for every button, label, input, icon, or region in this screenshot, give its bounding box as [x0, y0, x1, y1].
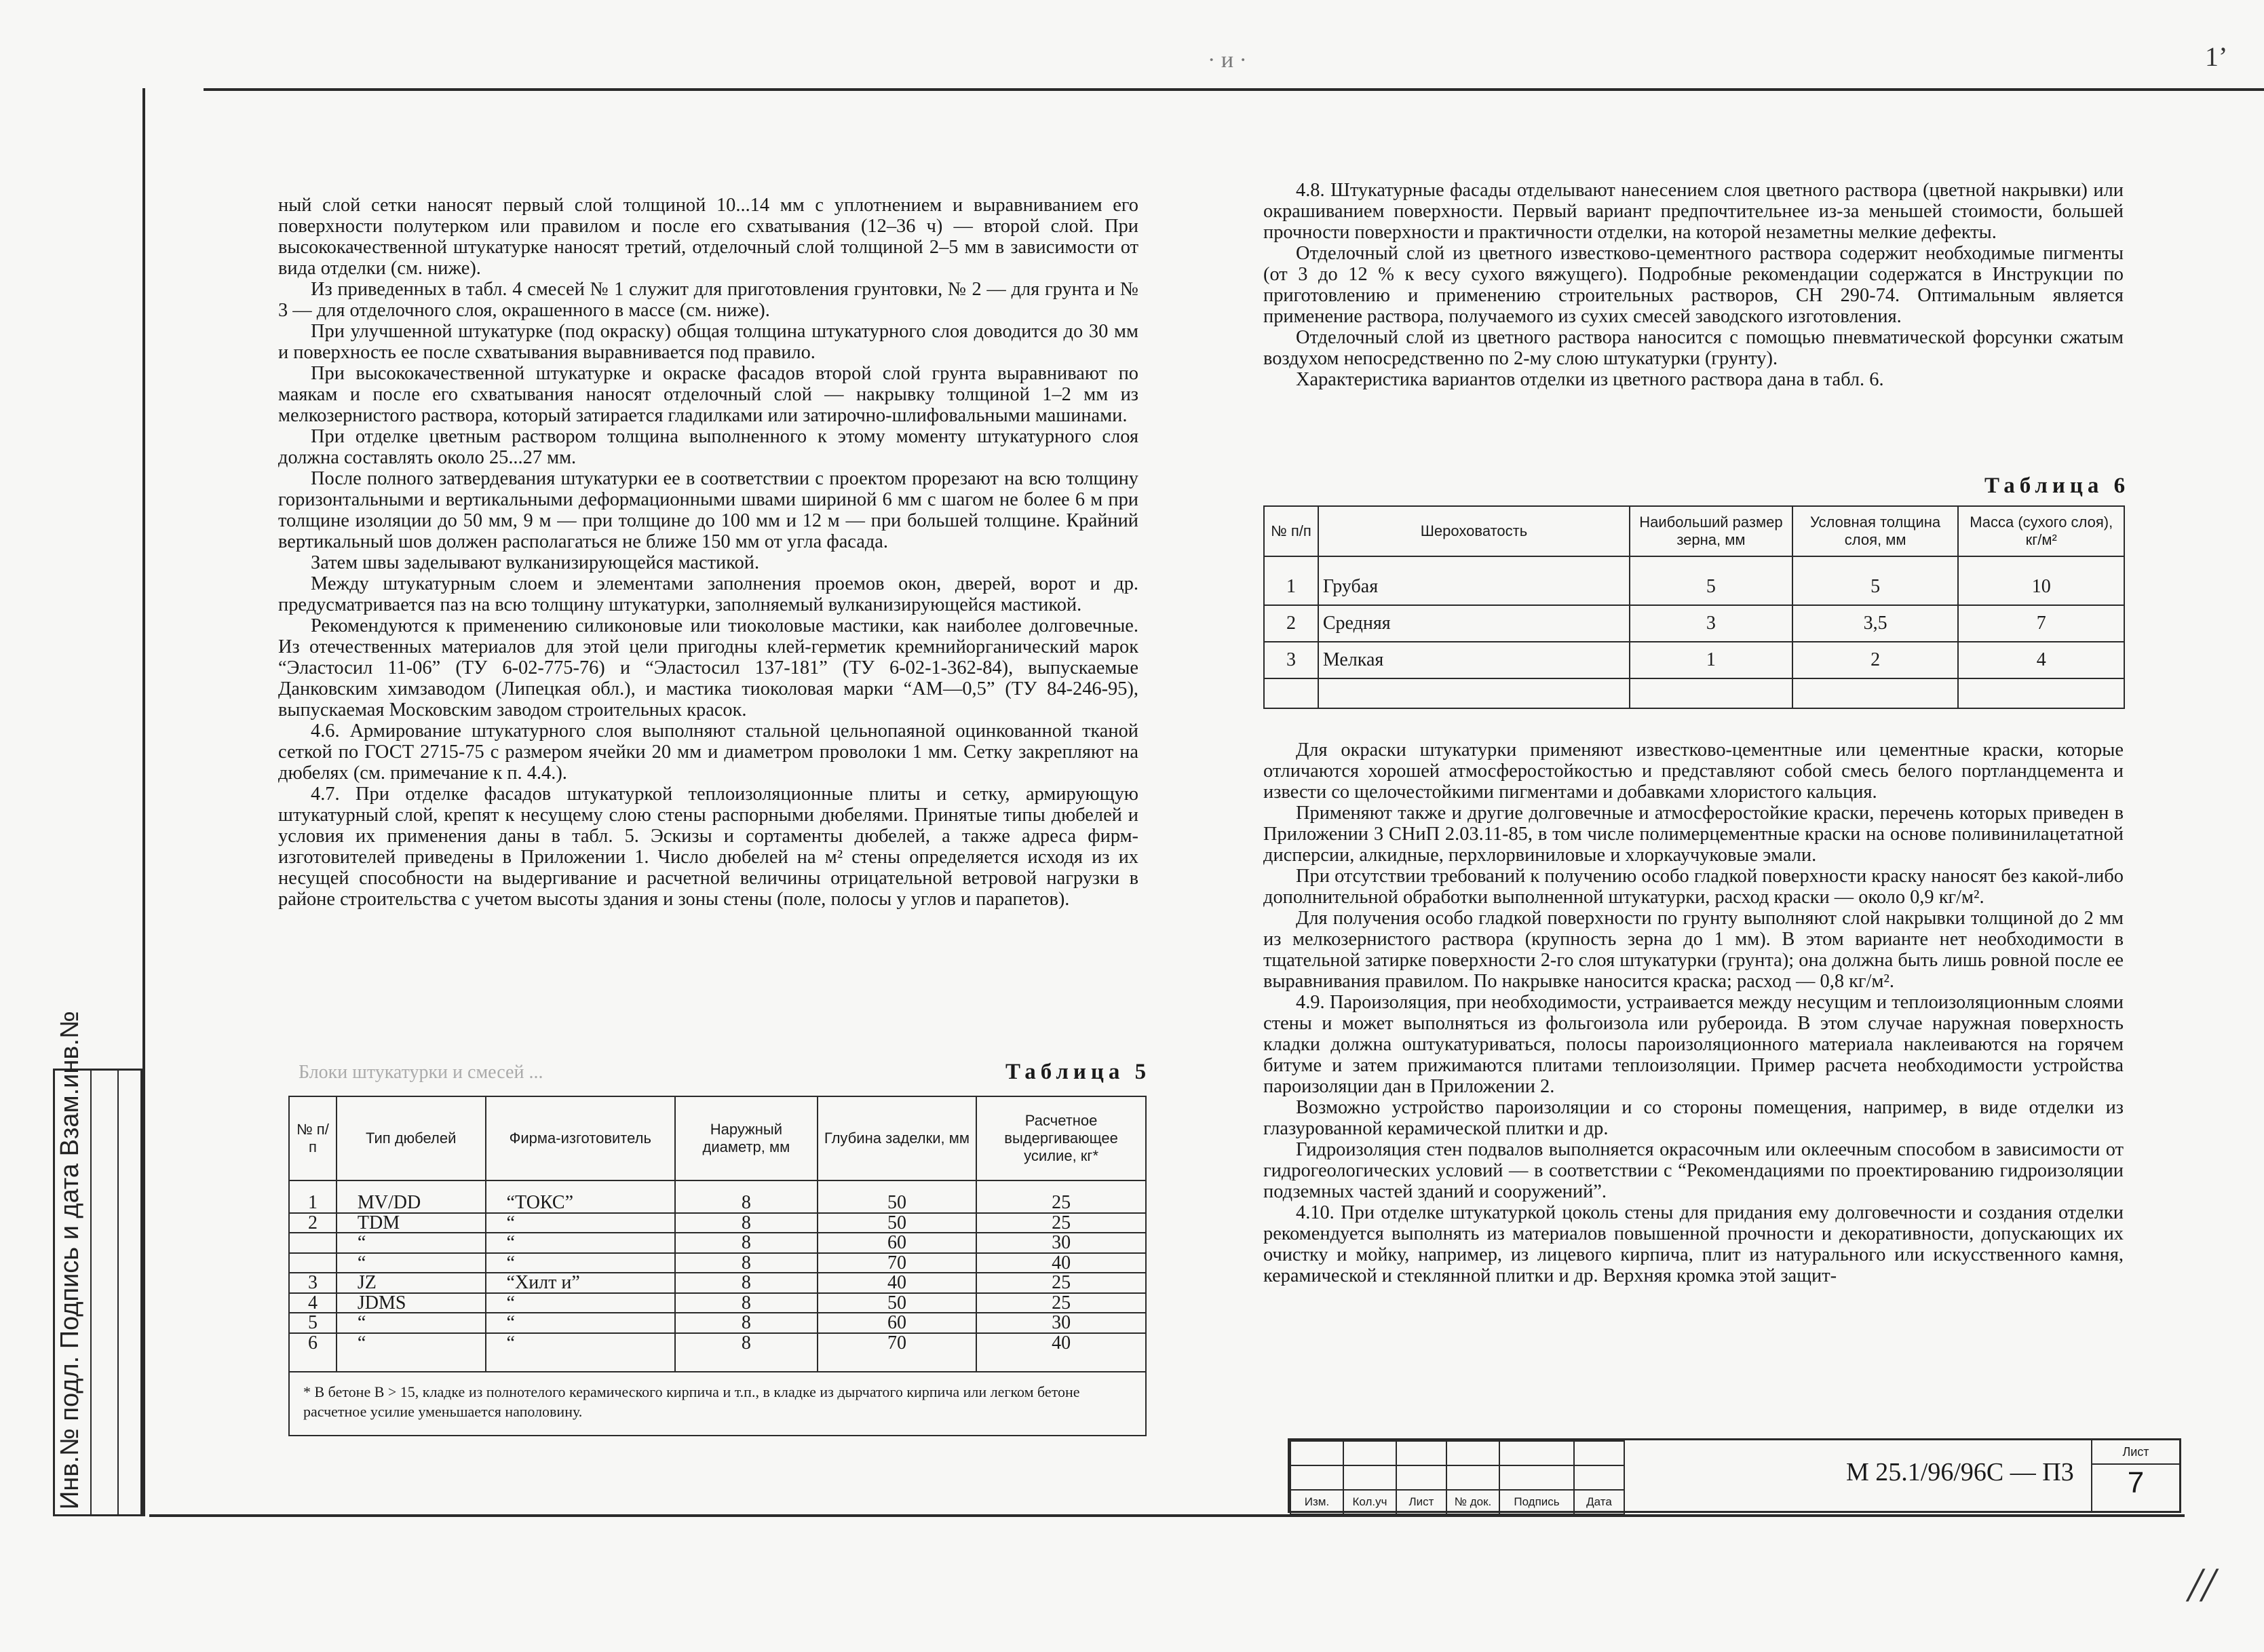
- title-block: [1288, 1438, 2181, 1513]
- label-doc-num: № док.: [1446, 1490, 1499, 1514]
- paragraph: Применяют также и другие долговечные и атмосферостойкие краски, перечень которых приведен в Приложении 3 СНиП 2.03.11-85, в том числе полимерцементные краски на основе поливинилацетатной дисперсии, алкидные, перхлорвиниловые и хлоркаучуковые эмали.: [1263, 803, 2124, 866]
- cell-type: “: [337, 1233, 486, 1253]
- cell-thickness: 2: [1792, 642, 1959, 678]
- table6-header: Наибольший размер зерна, мм: [1630, 506, 1792, 556]
- cell-grain: 1: [1630, 642, 1792, 678]
- table5-header: Расчетное выдергивающее усилие, кг*: [976, 1096, 1146, 1180]
- cell-roughness: Грубая: [1318, 556, 1630, 605]
- cell-mass: 7: [1958, 605, 2124, 642]
- cell-diameter: 8: [675, 1233, 818, 1253]
- cell-type: “: [337, 1253, 486, 1273]
- cell-firm: “Хилт и”: [486, 1273, 676, 1293]
- section-4-8: 4.8. Штукатурные фасады отделывают нанесением слоя цветного раствора (цветной накрывки) или окрашиванием поверхности. Первый вариант предпочтительнее из-за меньшей стоимости, большей прочности поверхности и практичности отделки, на которой незаметны мелкие дефекты.: [1263, 180, 2124, 243]
- cell-grain: 3: [1630, 605, 1792, 642]
- cell-mass: 10: [1958, 556, 2124, 605]
- table5-header: Наружный диаметр, мм: [675, 1096, 818, 1180]
- cell-num: 2: [289, 1213, 337, 1233]
- cell-num: 2: [1264, 605, 1318, 642]
- cell-depth: 50: [818, 1213, 977, 1233]
- right-text-column: [1263, 180, 2124, 390]
- paragraph: Возможно устройство пароизоляции и со стороны помещения, например, в виде отделки из глазурованной керамической плитки и др.: [1263, 1097, 2124, 1139]
- table6-header: Масса (сухого слоя), кг/м²: [1958, 506, 2124, 556]
- table-6: [1263, 505, 2125, 709]
- table-row-spacer: [1264, 678, 2124, 708]
- sheet-label: Лист: [2092, 1440, 2179, 1465]
- cell-firm: “: [486, 1253, 676, 1273]
- cell-force: 30: [976, 1313, 1146, 1333]
- paragraph: При отделке цветным раствором толщина выполненного к этому моменту штукатурного слоя должна составлять около 25...27 мм.: [278, 426, 1138, 468]
- paragraph: Гидроизоляция стен подвалов выполняется окрасочным или оклеечным способом в зависимости от гидрогеологических условий — в соответствии с “Рекомендациями по проектированию гидроизоляции подземных частей зданий и сооружений”.: [1263, 1139, 2124, 1202]
- label-izm: Изм.: [1290, 1490, 1343, 1514]
- table5-footnote: * В бетоне В > 15, кладке из полнотелого керамического кирпича и т.п., в кладке из дырчатого кирпича или легком бетоне расчетное усилие уменьшается наполовину.: [289, 1372, 1146, 1436]
- table-row: [289, 1333, 1146, 1372]
- corner-page-mark: 1’: [2205, 41, 2228, 72]
- paragraph: Характеристика вариантов отделки из цветного раствора дана в табл. 6.: [1296, 369, 1884, 390]
- section-4-6: 4.6. Армирование штукатурного слоя выполняют стальной цельнопаяной оцинкованной тканой сеткой по ГОСТ 2715-75 с размером ячейки 20 мм и диаметром проволоки 1 мм. Сетку закрепляют на дюбелях (см. примечание к п. 4.4.).: [278, 721, 1138, 784]
- cell-mass: 4: [1958, 642, 2124, 678]
- sheet-number-box: [2091, 1440, 2179, 1511]
- cell-firm: “: [486, 1233, 676, 1253]
- cell-force: 40: [976, 1253, 1146, 1273]
- top-scan-noise: · и ·: [1208, 47, 1247, 73]
- cell-depth: 60: [818, 1233, 977, 1253]
- paragraph: Для окраски штукатурки применяют известково-цементные или цементные краски, которые отличаются хорошей атмосферостойкостью и представляют собой смесь белого портландцемента и извести со щелочестойкими пигментами и добавками хлористого кальция.: [1263, 739, 2124, 803]
- table5-caption: Таблица 5: [1005, 1060, 1151, 1084]
- cell-diameter: 8: [675, 1213, 818, 1233]
- cell-depth: 50: [818, 1293, 977, 1313]
- cell-force: 30: [976, 1233, 1146, 1253]
- table-row: [289, 1233, 1146, 1253]
- cell-type: JDMS: [337, 1293, 486, 1313]
- title-block-grid: [1290, 1440, 1625, 1515]
- table-row: [1264, 556, 2124, 605]
- handwritten-slashes: //: [2188, 1558, 2216, 1612]
- cell-diameter: 8: [675, 1180, 818, 1213]
- table6-caption: Таблица 6: [1984, 474, 2130, 498]
- cell-type: “: [337, 1313, 486, 1333]
- left-text-column: [278, 195, 1138, 910]
- cell-num: 4: [289, 1293, 337, 1313]
- paragraph: ный слой сетки наносят первый слой толщиной 10...14 мм с уплотнением и выравниванием его поверхности полутерком или правилом и после его схватывания (12–36 ч) — второй слой. При высококачественной штукатурке наносят третий, отделочный слой толщиной 2–5 мм в зависимости от вида отделки (см. ниже).: [278, 195, 1138, 279]
- table-row: [1264, 642, 2124, 678]
- cell-force: 25: [976, 1213, 1146, 1233]
- cell-firm: “: [486, 1333, 676, 1372]
- section-4-10: 4.10. При отделке штукатуркой цоколь стены для придания ему долговечности и создания отделки рекомендуется выполнять из материалов повышенной прочности и декоративности, допускающих их очистку и мойку, например, из лицевого кирпича, плит из натурального или искусственного камня, керамической и стеклянной плитки и др. Верхняя кромка этой защит-: [1263, 1202, 2124, 1286]
- cell-depth: 70: [818, 1333, 977, 1372]
- label-kol-uch: Кол.уч: [1343, 1490, 1396, 1514]
- paragraph: Отделочный слой из цветного известково-цементного раствора содержит необходимые пигменты (от 3 до 12 % к весу сухого вяжущего). Подробные рекомендации содержатся в Инструкции по приготовлению и применению строительных растворов, СН 290-74. Оптимальным является применение раствора, получаемого из сухих смесей заводского изготовления.: [1263, 243, 2124, 327]
- left-stamp-labels: Инв.№ подл. Подпись и дата Взам.инв.№: [56, 1011, 84, 1510]
- cell-depth: 50: [818, 1180, 977, 1213]
- paragraph: Рекомендуются к применению силиконовые или тиоколовые мастики, как наиболее долговечные. Из отечественных материалов для этой цели пригодны клей-герметик кремнийорганический марок “Эластосил 11-06” (ТУ 6-02-775-76) и “Эластосил 137-181” (ТУ 6-02-1-362-84), выпускаемые Данковским химзаводом (Липецкая обл.), и мастика тиоколовая марки “АМ—0,5” (ТУ 84-246-95), выпускаемая Московским заводом строительных красок.: [278, 615, 1138, 721]
- cell-depth: 40: [818, 1273, 977, 1293]
- cell-force: 25: [976, 1293, 1146, 1313]
- table5-header: Тип дюбелей: [337, 1096, 486, 1180]
- cell-roughness: Средняя: [1318, 605, 1630, 642]
- right-text-column-lower: [1263, 739, 2124, 1286]
- cell-diameter: 8: [675, 1253, 818, 1273]
- cell-depth: 70: [818, 1253, 977, 1273]
- paragraph: При улучшенной штукатурке (под окраску) общая толщина штукатурного слоя доводится до 30 мм и поверхность ее после схватывания выравнивается под правило.: [278, 321, 1138, 363]
- cell-diameter: 8: [675, 1313, 818, 1333]
- cell-depth: 60: [818, 1313, 977, 1333]
- cell-type: TDM: [337, 1213, 486, 1233]
- label-list: Лист: [1396, 1490, 1446, 1514]
- cell-type: JZ: [337, 1273, 486, 1293]
- table6-header: Условная толщина слоя, мм: [1792, 506, 1959, 556]
- cell-num: 6: [289, 1333, 337, 1372]
- cell-firm: “: [486, 1213, 676, 1233]
- cell-roughness: Мелкая: [1318, 642, 1630, 678]
- table5-footnote-row: [289, 1372, 1146, 1436]
- cell-diameter: 8: [675, 1273, 818, 1293]
- table-row: [289, 1180, 1146, 1213]
- section-4-7: 4.7. При отделке фасадов штукатуркой теплоизоляционные плиты и сетку, армирующую штукатурный слой, крепят к несущему слою стены распорными дюбелями. Принятые типы дюбелей и условия их применения даны в табл. 5. Эскизы и сортаменты дюбелей, а также адреса фирм-изготовителей приведены в Приложении 1. Число дюбелей на м² стены определяется исходя из их несущей способности на выдергивание и расчетной величины отрицательной ветровой нагрузки в районе строительства с учетом высоты здания и зоны стены (поле, полосы у углов и парапетов).: [278, 784, 1138, 910]
- cell-firm: “ТОКС”: [486, 1180, 676, 1213]
- cell-num: 1: [289, 1180, 337, 1213]
- table5-header: № п/п: [289, 1096, 337, 1180]
- cell-force: 40: [976, 1333, 1146, 1372]
- table-row: [289, 1313, 1146, 1333]
- bottom-border-line: [149, 1514, 2185, 1517]
- cell-diameter: 8: [675, 1333, 818, 1372]
- cell-diameter: 8: [675, 1293, 818, 1313]
- table-row: [289, 1213, 1146, 1233]
- table6-header: Шероховатость: [1318, 506, 1630, 556]
- cell-force: 25: [976, 1180, 1146, 1213]
- cell-num: 3: [289, 1273, 337, 1293]
- cell-thickness: 5: [1792, 556, 1959, 605]
- cell-force: 25: [976, 1273, 1146, 1293]
- cell-num: [289, 1233, 337, 1253]
- document-code: М 25.1/96/96С — П3: [1846, 1458, 2074, 1486]
- paragraph: При отсутствии требований к получению особо гладкой поверхности краску наносят без какой-либо дополнительной обработки выполненной штукатурки, расход краски — около 0,9 кг/м².: [1263, 866, 2124, 908]
- paragraph: Для получения особо гладкой поверхности по грунту выполняют слой накрывки толщиной до 2 мм из мелкозернистого раствора (крупность зерна до 1 мм). В этом варианте нет необходимости в тщательной затирке поверхности 2-го слоя штукатурки (грунта); она должна быть лишь ровной после ее выравнивания правилом. По накрывке наносится краска; расход — 0,8 кг/м².: [1263, 908, 2124, 992]
- paragraph: При высококачественной штукатурке и окраске фасадов второй слой грунта выравнивают по маякам и после его схватывания наносят отделочный слой — накрывку толщиной 1–2 мм из мелкозернистого раствора, который затирается гладилками или затирочно-шлифовальными машинами.: [278, 363, 1138, 426]
- cell-firm: “: [486, 1313, 676, 1333]
- paragraph: Между штукатурным слоем и элементами заполнения проемов окон, дверей, ворот и др. предусматривается паз на всю толщину штукатурки, заполняемый вулканизирующейся мастикой.: [278, 573, 1138, 615]
- cell-num: 3: [1264, 642, 1318, 678]
- label-date: Дата: [1574, 1490, 1624, 1514]
- paragraph: После полного затвердевания штукатурки ее в соответствии с проектом прорезают на всю толщину горизонтальными и вертикальными деформационными швами шириной 6 мм с шагом не более 6 м при толщине изоляции до 50 мм, 9 м — при толщине до 100 мм и 12 м — при большей толщине. Крайний вертикальный шов должен располагаться не ближе 150 мм от угла фасада.: [278, 468, 1138, 552]
- table-row: [289, 1253, 1146, 1273]
- cell-num: 5: [289, 1313, 337, 1333]
- sheet-number: 7: [2127, 1466, 2145, 1499]
- left-frame-line: [142, 88, 145, 1516]
- cell-type: “: [337, 1333, 486, 1372]
- cell-type: MV/DD: [337, 1180, 486, 1213]
- cell-grain: 5: [1630, 556, 1792, 605]
- table-row: [289, 1293, 1146, 1313]
- cell-num: [289, 1253, 337, 1273]
- cell-firm: “: [486, 1293, 676, 1313]
- table5-header: Фирма-изготовитель: [486, 1096, 676, 1180]
- table6-header: № п/п: [1264, 506, 1318, 556]
- paragraph: Отделочный слой из цветного раствора наносится с помощью пневматической форсунки сжатым воздухом непосредственно по 2-му слою штукатурки (грунту).: [1263, 327, 2124, 369]
- label-signature: Подпись: [1499, 1490, 1574, 1514]
- paragraph: Затем швы заделывают вулканизирующейся мастикой.: [311, 552, 760, 573]
- top-border-line: [204, 88, 2264, 91]
- table-5: [288, 1096, 1147, 1436]
- table5-header: Глубина заделки, мм: [818, 1096, 977, 1180]
- table-row: [289, 1273, 1146, 1293]
- cell-thickness: 3,5: [1792, 605, 1959, 642]
- table-row: [1264, 605, 2124, 642]
- paragraph: Из приведенных в табл. 4 смесей № 1 служит для приготовления грунтовки, № 2 — для грунта и № 3 — для отделочного слоя, окрашенного в массе (см. ниже).: [278, 279, 1138, 321]
- table5-faint-title: Блоки штукатурки и смесей ...: [299, 1062, 543, 1083]
- cell-num: 1: [1264, 556, 1318, 605]
- section-4-9: 4.9. Пароизоляция, при необходимости, устраивается между несущим и теплоизоляционным слоями стены и может выполняться из фольгоизола или рубероида. В этом случае наружная поверхность кладки должна оштукатуриваться, полосы пароизоляционного материала наклеиваются на горячем битуме и затем прижимаются плитами теплоизоляции. Пример расчета необходимости устройства пароизоляции дан в Приложении 2.: [1263, 992, 2124, 1097]
